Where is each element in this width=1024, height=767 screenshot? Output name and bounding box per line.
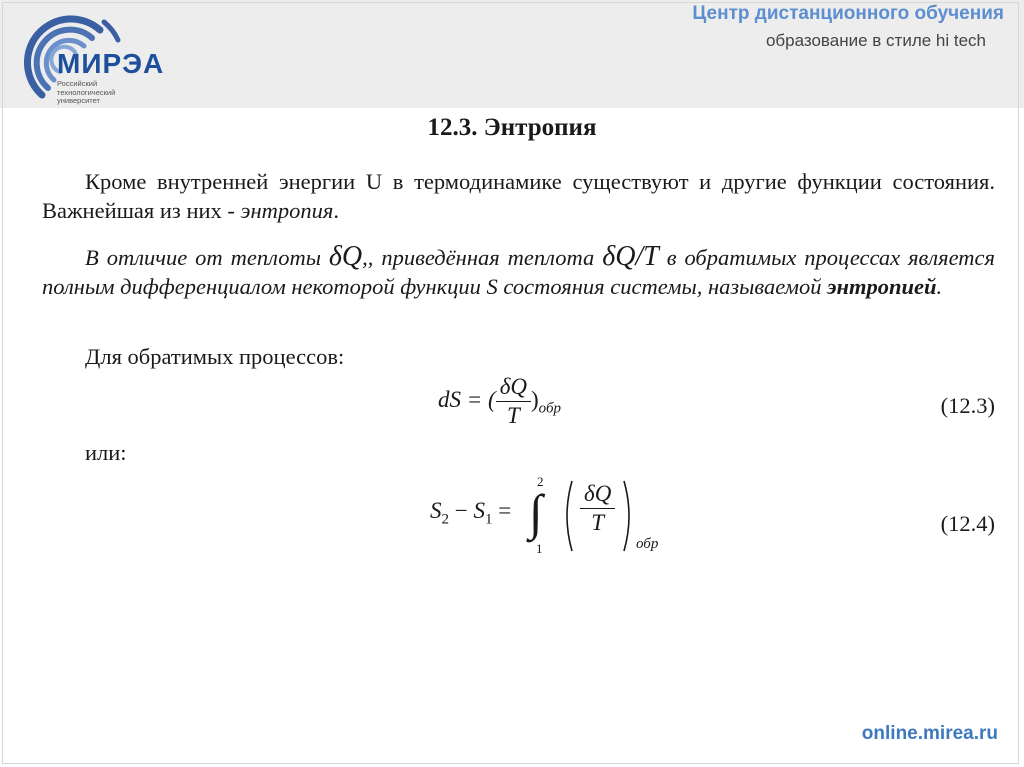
logo-subtitle-line: университет [57, 96, 100, 105]
fraction-denominator: T [591, 510, 605, 535]
section-title: 12.3. Энтропия [427, 114, 597, 141]
or-text: или: [85, 440, 127, 465]
logo-subtitle-line: технологический [57, 87, 116, 97]
fraction-numerator: δQ [496, 374, 531, 402]
equation-12-4 [430, 475, 690, 555]
paragraph-definition [42, 242, 995, 301]
s2-symbol: S [430, 498, 442, 523]
integral-lower-limit: 1 [536, 541, 543, 556]
paragraph-text: Кроме внутренней энергии U в термодинамике существуют и другие функции состояния. Важнейшая из них - [42, 169, 995, 223]
entropy-term-bold: энтропией [827, 274, 937, 299]
footer-url: online.mirea.ru [861, 723, 998, 744]
delta-q-over-t-symbol: δQ/T [602, 241, 659, 272]
equation-fraction [580, 481, 615, 536]
paragraph-end: . [936, 274, 943, 299]
center-title: Центр дистанционного обучения [692, 3, 1004, 24]
minus-sign: − [449, 498, 474, 523]
mirea-logo [0, 0, 175, 110]
paragraph-end: . [333, 198, 339, 223]
equation-12-3 [438, 374, 561, 429]
equation-close-paren: ) [531, 386, 539, 412]
logo-subtitle [57, 80, 137, 106]
s1-symbol: S [473, 498, 485, 523]
fraction-numerator: δQ [580, 481, 615, 509]
s1-subscript: 1 [484, 511, 493, 528]
equation-subscript: обр [538, 400, 562, 417]
entropy-term: энтропия [240, 198, 334, 223]
paragraph-text: В отличие от теплоты [85, 245, 329, 270]
equation-number: (12.3) [940, 393, 995, 418]
right-paren-icon [622, 479, 636, 553]
logo-name: МИРЭА [57, 48, 165, 79]
equation-subscript: обр [636, 536, 659, 552]
paragraph-text: ,, приведённая теплота [362, 245, 603, 270]
equation-number: (12.4) [940, 511, 995, 536]
paragraph-intro [42, 167, 995, 225]
paragraph-reversible: Для обратимых процессов: [85, 344, 345, 369]
logo-subtitle-line: Российский [57, 79, 98, 88]
equals-sign: = [492, 498, 512, 523]
delta-q-symbol: δQ [328, 241, 363, 272]
s2-subscript: 2 [441, 511, 449, 528]
left-paren-icon [560, 479, 574, 553]
paragraph-text: в обратимых процессах является полным дифференциалом некоторой функции S состояния системы, называемой [42, 245, 995, 299]
equation-lhs [430, 498, 511, 529]
equation-fraction [496, 374, 531, 429]
center-tagline: образование в стиле hi tech [765, 31, 986, 50]
equation-lhs: dS = ( [438, 386, 496, 412]
integral-upper-limit: 2 [537, 474, 544, 489]
fraction-denominator: T [506, 403, 520, 428]
integral-sign-icon: ∫ [529, 484, 543, 540]
